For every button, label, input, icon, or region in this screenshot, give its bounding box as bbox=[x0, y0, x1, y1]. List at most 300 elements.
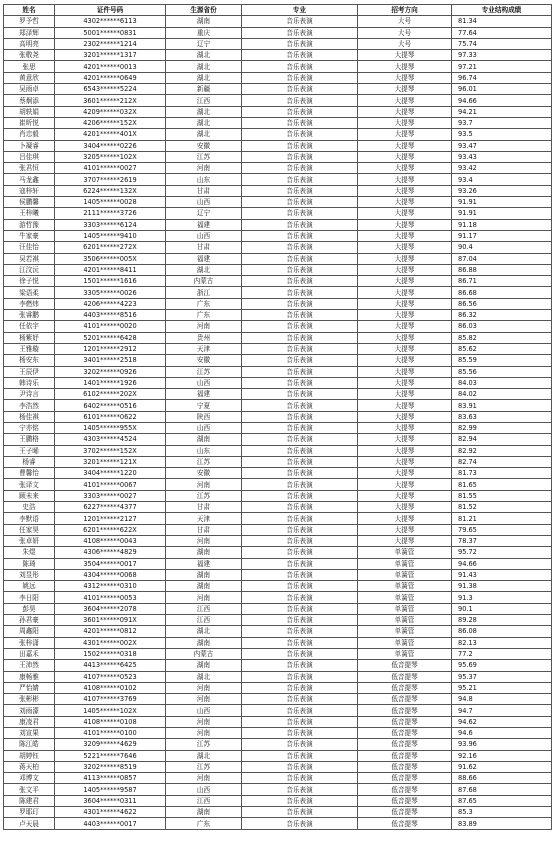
cell-direction: 大提琴 bbox=[358, 253, 452, 264]
cell-major: 音乐表演 bbox=[242, 456, 358, 467]
cell-major: 音乐表演 bbox=[242, 27, 358, 38]
cell-name: 孙君豪 bbox=[4, 615, 55, 626]
table-row bbox=[4, 592, 552, 603]
cell-major: 音乐表演 bbox=[242, 106, 358, 117]
cell-name: 蒋天柏 bbox=[4, 761, 55, 772]
table-row bbox=[4, 310, 552, 321]
cell-name: 姚远 bbox=[4, 581, 55, 592]
cell-major: 音乐表演 bbox=[242, 411, 358, 422]
cell-major: 音乐表演 bbox=[242, 377, 358, 388]
cell-score: 93.4 bbox=[452, 174, 552, 185]
cell-id-number: 4101******0053 bbox=[55, 592, 166, 603]
cell-score: 89.28 bbox=[452, 615, 552, 626]
cell-score: 86.68 bbox=[452, 287, 552, 298]
cell-name: 陈江皓 bbox=[4, 739, 55, 750]
cell-name: 王梓曦 bbox=[4, 208, 55, 219]
cell-name: 吴若祺 bbox=[4, 253, 55, 264]
cell-score: 93.42 bbox=[452, 163, 552, 174]
cell-id-number: 1501******1616 bbox=[55, 276, 166, 287]
cell-score: 97.21 bbox=[452, 61, 552, 72]
cell-id-number: 5001******0831 bbox=[55, 27, 166, 38]
cell-id-number: 5221******7646 bbox=[55, 750, 166, 761]
cell-score: 83.89 bbox=[452, 818, 552, 829]
cell-id-number: 3303******6124 bbox=[55, 219, 166, 230]
cell-id-number: 6402******0516 bbox=[55, 400, 166, 411]
cell-major: 音乐表演 bbox=[242, 490, 358, 501]
cell-id-number: 5201******6428 bbox=[55, 332, 166, 343]
cell-name: 康畅雅 bbox=[4, 671, 55, 682]
cell-province: 广东 bbox=[166, 298, 242, 309]
cell-id-number: 3601******212X bbox=[55, 95, 166, 106]
cell-direction: 大提琴 bbox=[358, 535, 452, 546]
cell-score: 82.74 bbox=[452, 456, 552, 467]
cell-direction: 单簧管 bbox=[358, 603, 452, 614]
cell-score: 82.99 bbox=[452, 422, 552, 433]
table-row bbox=[4, 513, 552, 524]
cell-name: 罗予哲 bbox=[4, 16, 55, 27]
cell-name: 王鹏格 bbox=[4, 434, 55, 445]
cell-province: 江西 bbox=[166, 95, 242, 106]
cell-direction: 单簧管 bbox=[358, 569, 452, 580]
cell-name: 胡轶娟 bbox=[4, 106, 55, 117]
cell-major: 音乐表演 bbox=[242, 298, 358, 309]
table-row bbox=[4, 761, 552, 772]
cell-major: 音乐表演 bbox=[242, 151, 358, 162]
cell-score: 96.74 bbox=[452, 72, 552, 83]
cell-province: 河南 bbox=[166, 773, 242, 784]
cell-direction: 大提琴 bbox=[358, 513, 452, 524]
table-row bbox=[4, 535, 552, 546]
table-row bbox=[4, 569, 552, 580]
cell-name: 张彬彬 bbox=[4, 694, 55, 705]
cell-score: 94.21 bbox=[452, 106, 552, 117]
table-row bbox=[4, 660, 552, 671]
cell-province: 内蒙古 bbox=[166, 276, 242, 287]
cell-province: 江西 bbox=[166, 615, 242, 626]
cell-id-number: 4302******6113 bbox=[55, 16, 166, 27]
cell-major: 音乐表演 bbox=[242, 592, 358, 603]
cell-score: 90.4 bbox=[452, 242, 552, 253]
cell-province: 重庆 bbox=[166, 27, 242, 38]
cell-major: 音乐表演 bbox=[242, 422, 358, 433]
cell-score: 94.8 bbox=[452, 694, 552, 705]
cell-id-number: 3202******0926 bbox=[55, 366, 166, 377]
cell-direction: 大提琴 bbox=[358, 400, 452, 411]
cell-major: 音乐表演 bbox=[242, 400, 358, 411]
cell-province: 新疆 bbox=[166, 84, 242, 95]
cell-major: 音乐表演 bbox=[242, 343, 358, 354]
cell-name: 张译文 bbox=[4, 479, 55, 490]
cell-id-number: 4101******0020 bbox=[55, 321, 166, 332]
header-row bbox=[4, 5, 552, 16]
cell-score: 91.91 bbox=[452, 208, 552, 219]
cell-id-number: 1502******0318 bbox=[55, 648, 166, 659]
cell-province: 湖北 bbox=[166, 61, 242, 72]
cell-id-number: 4301******4622 bbox=[55, 807, 166, 818]
cell-id-number: 3604******2078 bbox=[55, 603, 166, 614]
cell-province: 河南 bbox=[166, 694, 242, 705]
cell-direction: 单簧管 bbox=[358, 592, 452, 603]
cell-direction: 大提琴 bbox=[358, 61, 452, 72]
cell-name: 刘宣果 bbox=[4, 728, 55, 739]
cell-id-number: 3707******2619 bbox=[55, 174, 166, 185]
cell-score: 81.73 bbox=[452, 468, 552, 479]
cell-province: 湖北 bbox=[166, 264, 242, 275]
cell-direction: 单簧管 bbox=[358, 615, 452, 626]
cell-province: 湖南 bbox=[166, 547, 242, 558]
cell-id-number: 4107******3769 bbox=[55, 694, 166, 705]
cell-name: 张思 bbox=[4, 61, 55, 72]
cell-id-number: 2111******3726 bbox=[55, 208, 166, 219]
cell-direction: 大提琴 bbox=[358, 197, 452, 208]
table-row bbox=[4, 174, 552, 185]
table-row bbox=[4, 784, 552, 795]
cell-name: 高明亮 bbox=[4, 38, 55, 49]
cell-name: 韩诗乐 bbox=[4, 377, 55, 388]
cell-score: 85.59 bbox=[452, 355, 552, 366]
cell-score: 93.7 bbox=[452, 117, 552, 128]
cell-score: 94.66 bbox=[452, 558, 552, 569]
cell-province: 陕西 bbox=[166, 411, 242, 422]
table-row bbox=[4, 637, 552, 648]
cell-score: 91.38 bbox=[452, 581, 552, 592]
cell-direction: 大提琴 bbox=[358, 377, 452, 388]
cell-name: 牛家豪 bbox=[4, 230, 55, 241]
cell-province: 天津 bbox=[166, 343, 242, 354]
cell-score: 81.65 bbox=[452, 479, 552, 490]
cell-major: 音乐表演 bbox=[242, 739, 358, 750]
cell-id-number: 6201******622X bbox=[55, 524, 166, 535]
cell-id-number: 4201******401X bbox=[55, 129, 166, 140]
cell-major: 音乐表演 bbox=[242, 434, 358, 445]
table-row bbox=[4, 547, 552, 558]
table-row bbox=[4, 468, 552, 479]
cell-major: 音乐表演 bbox=[242, 389, 358, 400]
table-row bbox=[4, 422, 552, 433]
cell-score: 86.08 bbox=[452, 626, 552, 637]
table-row bbox=[4, 411, 552, 422]
cell-direction: 低音提琴 bbox=[358, 750, 452, 761]
cell-score: 86.88 bbox=[452, 264, 552, 275]
cell-province: 湖南 bbox=[166, 569, 242, 580]
cell-province: 贵州 bbox=[166, 332, 242, 343]
cell-province: 河南 bbox=[166, 479, 242, 490]
cell-name: 李浩然 bbox=[4, 400, 55, 411]
table-row bbox=[4, 524, 552, 535]
cell-name: 吕佳琪 bbox=[4, 151, 55, 162]
table-row bbox=[4, 389, 552, 400]
cell-id-number: 4108******0102 bbox=[55, 682, 166, 693]
cell-direction: 大提琴 bbox=[358, 479, 452, 490]
table-row bbox=[4, 230, 552, 241]
header-id-number: 证件号码 bbox=[55, 5, 166, 16]
cell-province: 甘肃 bbox=[166, 185, 242, 196]
cell-name: 周鑫阳 bbox=[4, 626, 55, 637]
cell-major: 音乐表演 bbox=[242, 117, 358, 128]
cell-id-number: 3209******4629 bbox=[55, 739, 166, 750]
table-row bbox=[4, 366, 552, 377]
cell-name: 黄意欣 bbox=[4, 72, 55, 83]
cell-province: 辽宁 bbox=[166, 38, 242, 49]
cell-id-number: 4108******0043 bbox=[55, 535, 166, 546]
cell-province: 湖北 bbox=[166, 129, 242, 140]
cell-province: 安徽 bbox=[166, 140, 242, 151]
cell-province: 河南 bbox=[166, 321, 242, 332]
cell-province: 山西 bbox=[166, 784, 242, 795]
cell-direction: 单簧管 bbox=[358, 581, 452, 592]
cell-id-number: 2302******1214 bbox=[55, 38, 166, 49]
table-row bbox=[4, 208, 552, 219]
cell-major: 音乐表演 bbox=[242, 535, 358, 546]
cell-score: 86.03 bbox=[452, 321, 552, 332]
cell-score: 93.26 bbox=[452, 185, 552, 196]
cell-direction: 大提琴 bbox=[358, 366, 452, 377]
cell-province: 天津 bbox=[166, 513, 242, 524]
cell-direction: 大提琴 bbox=[358, 310, 452, 321]
cell-direction: 大提琴 bbox=[358, 242, 452, 253]
cell-score: 82.13 bbox=[452, 637, 552, 648]
cell-province: 湖北 bbox=[166, 50, 242, 61]
cell-name: 王沛然 bbox=[4, 660, 55, 671]
cell-score: 90.1 bbox=[452, 603, 552, 614]
cell-major: 音乐表演 bbox=[242, 84, 358, 95]
cell-name: 顾未来 bbox=[4, 490, 55, 501]
cell-score: 83.91 bbox=[452, 400, 552, 411]
table-row bbox=[4, 739, 552, 750]
cell-province: 山西 bbox=[166, 422, 242, 433]
cell-name: 寇梓轩 bbox=[4, 185, 55, 196]
cell-name: 卜凝睿 bbox=[4, 140, 55, 151]
cell-province: 江苏 bbox=[166, 739, 242, 750]
cell-major: 音乐表演 bbox=[242, 197, 358, 208]
cell-major: 音乐表演 bbox=[242, 716, 358, 727]
table-body bbox=[4, 16, 552, 829]
cell-major: 音乐表演 bbox=[242, 603, 358, 614]
table-row bbox=[4, 151, 552, 162]
cell-id-number: 3401******2518 bbox=[55, 355, 166, 366]
cell-score: 82.94 bbox=[452, 434, 552, 445]
cell-direction: 低音提琴 bbox=[358, 660, 452, 671]
cell-direction: 低音提琴 bbox=[358, 728, 452, 739]
cell-province: 福建 bbox=[166, 219, 242, 230]
cell-score: 86.56 bbox=[452, 298, 552, 309]
cell-name: 江汶沅 bbox=[4, 264, 55, 275]
table-row bbox=[4, 95, 552, 106]
cell-score: 93.5 bbox=[452, 129, 552, 140]
cell-province: 甘肃 bbox=[166, 524, 242, 535]
cell-id-number: 4201******0812 bbox=[55, 626, 166, 637]
cell-name: 张文平 bbox=[4, 784, 55, 795]
cell-name: 朱煜 bbox=[4, 547, 55, 558]
cell-major: 音乐表演 bbox=[242, 253, 358, 264]
table-row bbox=[4, 50, 552, 61]
cell-major: 音乐表演 bbox=[242, 569, 358, 580]
cell-province: 湖南 bbox=[166, 807, 242, 818]
table-row bbox=[4, 400, 552, 411]
cell-major: 音乐表演 bbox=[242, 671, 358, 682]
cell-direction: 大提琴 bbox=[358, 287, 452, 298]
cell-score: 92.16 bbox=[452, 750, 552, 761]
cell-province: 江苏 bbox=[166, 456, 242, 467]
cell-id-number: 1405******102X bbox=[55, 705, 166, 716]
cell-id-number: 3702******152X bbox=[55, 445, 166, 456]
cell-direction: 大提琴 bbox=[358, 502, 452, 513]
cell-id-number: 1405******0028 bbox=[55, 197, 166, 208]
table-row bbox=[4, 242, 552, 253]
cell-name: 罗耶玎 bbox=[4, 807, 55, 818]
cell-name: 邓博文 bbox=[4, 773, 55, 784]
cell-score: 85.62 bbox=[452, 343, 552, 354]
cell-id-number: 4101******0100 bbox=[55, 728, 166, 739]
cell-province: 山西 bbox=[166, 230, 242, 241]
cell-name: 杨佳祺 bbox=[4, 411, 55, 422]
cell-name: 王子晞 bbox=[4, 445, 55, 456]
cell-name: 彭昊 bbox=[4, 603, 55, 614]
cell-id-number: 4312******0310 bbox=[55, 581, 166, 592]
table-row bbox=[4, 626, 552, 637]
cell-province: 湖南 bbox=[166, 434, 242, 445]
cell-province: 湖南 bbox=[166, 637, 242, 648]
table-row bbox=[4, 682, 552, 693]
cell-name: 陈建君 bbox=[4, 795, 55, 806]
cell-score: 77.64 bbox=[452, 27, 552, 38]
table-row bbox=[4, 129, 552, 140]
table-row bbox=[4, 603, 552, 614]
table-row bbox=[4, 253, 552, 264]
table-row bbox=[4, 558, 552, 569]
cell-direction: 大提琴 bbox=[358, 468, 452, 479]
cell-province: 湖南 bbox=[166, 16, 242, 27]
cell-direction: 大提琴 bbox=[358, 185, 452, 196]
cell-province: 辽宁 bbox=[166, 208, 242, 219]
table-row bbox=[4, 728, 552, 739]
cell-province: 甘肃 bbox=[166, 502, 242, 513]
cell-score: 81.55 bbox=[452, 490, 552, 501]
cell-major: 音乐表演 bbox=[242, 321, 358, 332]
cell-id-number: 4209******032X bbox=[55, 106, 166, 117]
cell-province: 江苏 bbox=[166, 761, 242, 772]
cell-id-number: 3201******121X bbox=[55, 456, 166, 467]
cell-id-number: 6201******272X bbox=[55, 242, 166, 253]
cell-major: 音乐表演 bbox=[242, 750, 358, 761]
cell-name: 李默语 bbox=[4, 513, 55, 524]
cell-score: 93.96 bbox=[452, 739, 552, 750]
cell-score: 94.62 bbox=[452, 716, 552, 727]
cell-id-number: 4113******0857 bbox=[55, 773, 166, 784]
cell-name: 郑泽辉 bbox=[4, 27, 55, 38]
cell-direction: 低音提琴 bbox=[358, 807, 452, 818]
cell-direction: 单簧管 bbox=[358, 547, 452, 558]
cell-direction: 低音提琴 bbox=[358, 716, 452, 727]
cell-id-number: 4101******0067 bbox=[55, 479, 166, 490]
cell-major: 音乐表演 bbox=[242, 705, 358, 716]
cell-province: 甘肃 bbox=[166, 242, 242, 253]
cell-major: 音乐表演 bbox=[242, 61, 358, 72]
cell-province: 山西 bbox=[166, 705, 242, 716]
cell-id-number: 4301******002X bbox=[55, 637, 166, 648]
cell-direction: 低音提琴 bbox=[358, 739, 452, 750]
table-row bbox=[4, 106, 552, 117]
cell-province: 山西 bbox=[166, 377, 242, 388]
cell-direction: 低音提琴 bbox=[358, 694, 452, 705]
cell-province: 内蒙古 bbox=[166, 648, 242, 659]
table-row bbox=[4, 16, 552, 27]
cell-score: 78.37 bbox=[452, 535, 552, 546]
cell-name: 张君恒 bbox=[4, 163, 55, 174]
cell-direction: 低音提琴 bbox=[358, 705, 452, 716]
cell-id-number: 3404******1220 bbox=[55, 468, 166, 479]
cell-id-number: 4101******0027 bbox=[55, 163, 166, 174]
cell-id-number: 1401******1926 bbox=[55, 377, 166, 388]
cell-major: 音乐表演 bbox=[242, 219, 358, 230]
table-row bbox=[4, 615, 552, 626]
table-row bbox=[4, 581, 552, 592]
cell-id-number: 6543******5224 bbox=[55, 84, 166, 95]
cell-id-number: 6102******202X bbox=[55, 389, 166, 400]
cell-major: 音乐表演 bbox=[242, 694, 358, 705]
cell-province: 河南 bbox=[166, 728, 242, 739]
table-row bbox=[4, 117, 552, 128]
cell-score: 86.71 bbox=[452, 276, 552, 287]
table-row bbox=[4, 490, 552, 501]
table-row bbox=[4, 671, 552, 682]
cell-score: 84.02 bbox=[452, 389, 552, 400]
cell-major: 音乐表演 bbox=[242, 468, 358, 479]
cell-major: 音乐表演 bbox=[242, 185, 358, 196]
cell-score: 87.68 bbox=[452, 784, 552, 795]
cell-major: 音乐表演 bbox=[242, 242, 358, 253]
cell-major: 音乐表演 bbox=[242, 72, 358, 83]
cell-direction: 大提琴 bbox=[358, 343, 452, 354]
cell-direction: 大提琴 bbox=[358, 117, 452, 128]
cell-name: 李燃炜 bbox=[4, 298, 55, 309]
table-row bbox=[4, 61, 552, 72]
cell-name: 康凌君 bbox=[4, 716, 55, 727]
cell-id-number: 1405******9587 bbox=[55, 784, 166, 795]
cell-id-number: 4413******6425 bbox=[55, 660, 166, 671]
cell-direction: 大提琴 bbox=[358, 151, 452, 162]
cell-name: 陈琦 bbox=[4, 558, 55, 569]
cell-direction: 大提琴 bbox=[358, 321, 452, 332]
cell-id-number: 4108******0108 bbox=[55, 716, 166, 727]
cell-major: 音乐表演 bbox=[242, 163, 358, 174]
cell-province: 湖北 bbox=[166, 117, 242, 128]
cell-score: 87.04 bbox=[452, 253, 552, 264]
cell-direction: 大号 bbox=[358, 16, 452, 27]
cell-name: 田嘉禾 bbox=[4, 648, 55, 659]
cell-id-number: 4206******4223 bbox=[55, 298, 166, 309]
cell-id-number: 4201******0013 bbox=[55, 61, 166, 72]
cell-direction: 低音提琴 bbox=[358, 818, 452, 829]
cell-major: 音乐表演 bbox=[242, 332, 358, 343]
cell-name: 刘昱彤 bbox=[4, 569, 55, 580]
table-row bbox=[4, 355, 552, 366]
cell-major: 音乐表演 bbox=[242, 784, 358, 795]
cell-name: 杨睿 bbox=[4, 456, 55, 467]
cell-major: 音乐表演 bbox=[242, 140, 358, 151]
table-row bbox=[4, 705, 552, 716]
cell-name: 宁亦铭 bbox=[4, 422, 55, 433]
cell-direction: 低音提琴 bbox=[358, 671, 452, 682]
cell-major: 音乐表演 bbox=[242, 50, 358, 61]
cell-province: 山西 bbox=[166, 197, 242, 208]
table-row bbox=[4, 479, 552, 490]
cell-major: 音乐表演 bbox=[242, 479, 358, 490]
cell-id-number: 4403******8516 bbox=[55, 310, 166, 321]
header-direction: 招考方向 bbox=[358, 5, 452, 16]
cell-major: 音乐表演 bbox=[242, 648, 358, 659]
cell-score: 84.03 bbox=[452, 377, 552, 388]
